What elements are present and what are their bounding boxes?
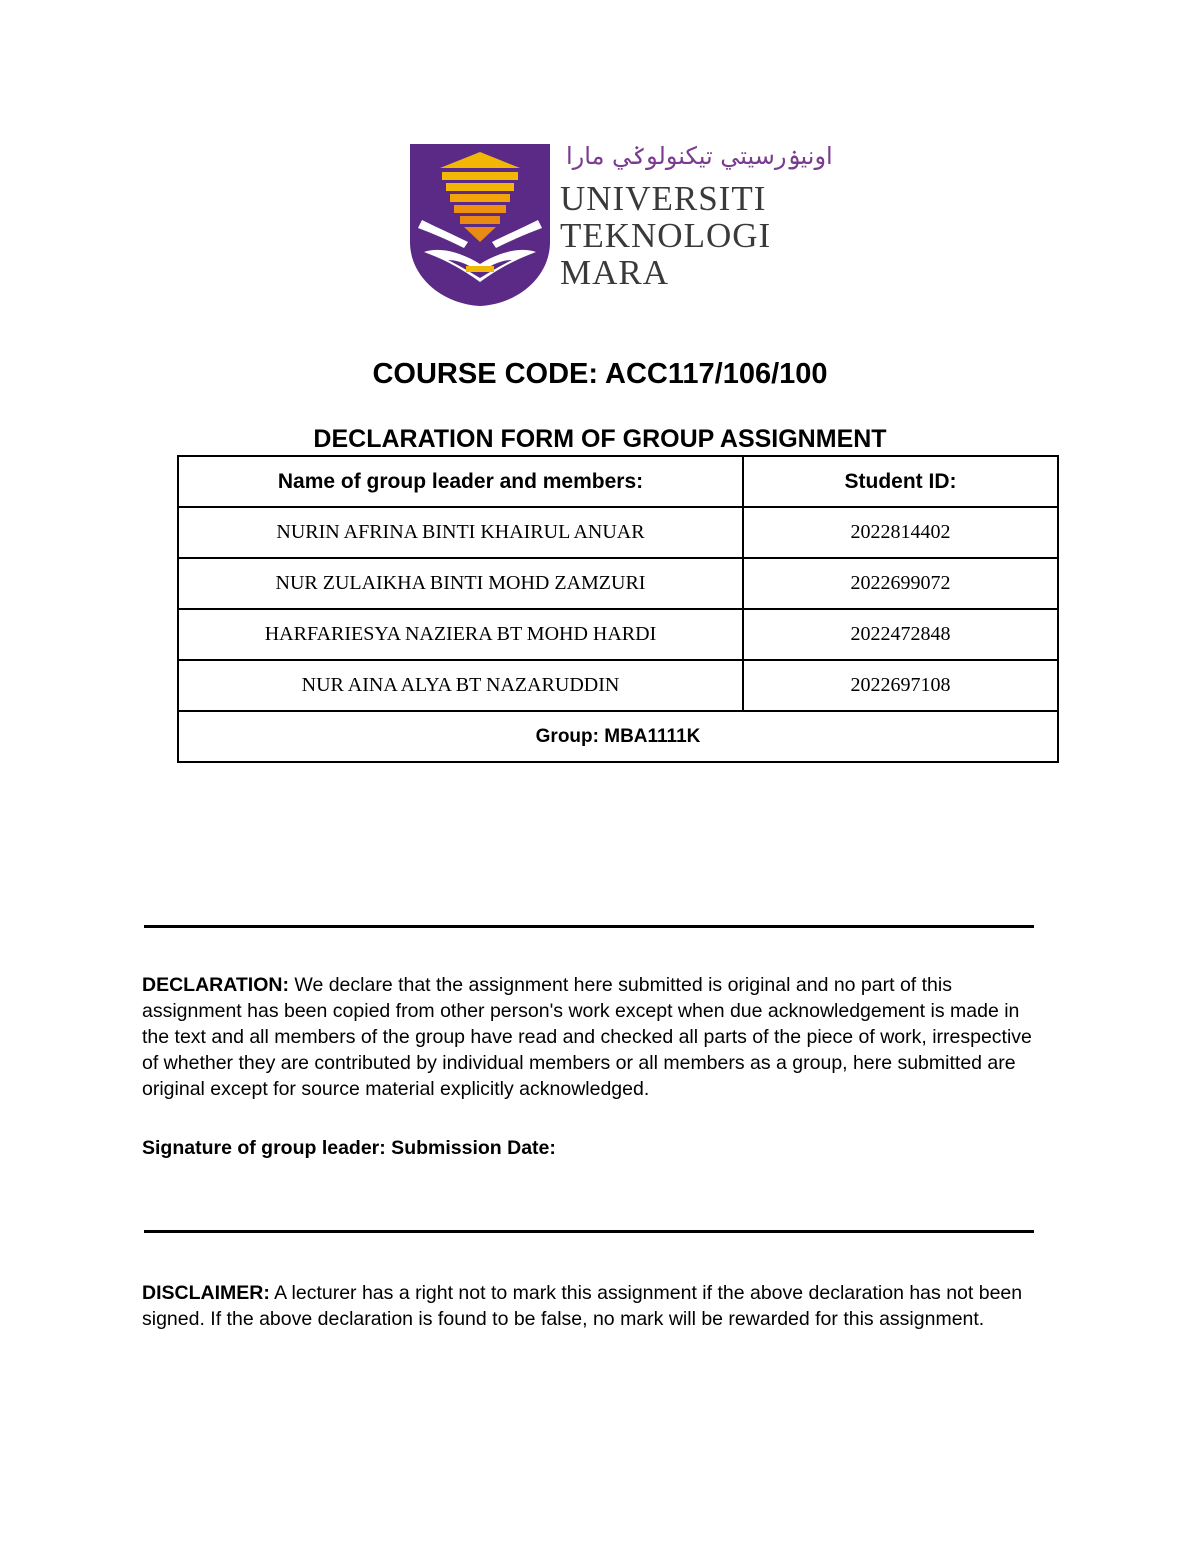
- member-id: 2022697108: [743, 660, 1058, 711]
- logo-line-2: TEKNOLOGI: [560, 216, 772, 255]
- header-name: Name of group leader and members:: [178, 456, 743, 507]
- divider-line: [144, 1230, 1034, 1233]
- member-name: NURIN AFRINA BINTI KHAIRUL ANUAR: [178, 507, 743, 558]
- signature-line: Signature of group leader: Submission Date:: [142, 1137, 556, 1159]
- header-student-id: Student ID:: [743, 456, 1058, 507]
- logo-line-3: MARA: [560, 253, 670, 292]
- disclaimer-label: DISCLAIMER:: [142, 1282, 270, 1304]
- member-id: 2022472848: [743, 609, 1058, 660]
- table-row: [178, 660, 1058, 711]
- member-id: 2022699072: [743, 558, 1058, 609]
- member-name: NUR ZULAIKHA BINTI MOHD ZAMZURI: [178, 558, 743, 609]
- table-header-row: [178, 456, 1058, 507]
- form-title: DECLARATION FORM OF GROUP ASSIGNMENT: [313, 425, 887, 453]
- group-row: [178, 711, 1058, 762]
- table-row: [178, 558, 1058, 609]
- member-name: NUR AINA ALYA BT NAZARUDDIN: [178, 660, 743, 711]
- logo-line-1: UNIVERSITI: [560, 179, 767, 218]
- divider-line: [144, 925, 1034, 928]
- declaration-paragraph: [142, 972, 1047, 1102]
- member-name: HARFARIESYA NAZIERA BT MOHD HARDI: [178, 609, 743, 660]
- declaration-text: We declare that the assignment here submitted is original and no part of this assignment has been copied from other person's work except when due acknowledgement is made in the text and all members of the group have read and checked all parts of the piece of work, irrespective of whether they are contributed by individual members or all members as a group, here submitted are original except for source material explicitly acknowledged.: [142, 974, 1032, 1100]
- table-row: [178, 609, 1058, 660]
- disclaimer-paragraph: [142, 1280, 1047, 1332]
- logo-jawi-text: اونيۏرسيتي تيكنولوݢي مارا: [566, 142, 833, 170]
- university-logo: [408, 142, 833, 308]
- course-code-title: COURSE CODE: ACC117/106/100: [372, 358, 828, 390]
- logo-wordmark: [560, 180, 771, 291]
- members-table: [177, 455, 1059, 763]
- disclaimer-text: A lecturer has a right not to mark this assignment if the above declaration has not been signed. If the above declaration is found to be false, no mark will be rewarded for this assignment.: [142, 1282, 1023, 1330]
- uitm-crest-icon: [408, 142, 558, 308]
- table-row: [178, 507, 1058, 558]
- declaration-label: DECLARATION:: [142, 974, 289, 996]
- group-code: Group: MBA1111K: [178, 711, 1058, 762]
- member-id: 2022814402: [743, 507, 1058, 558]
